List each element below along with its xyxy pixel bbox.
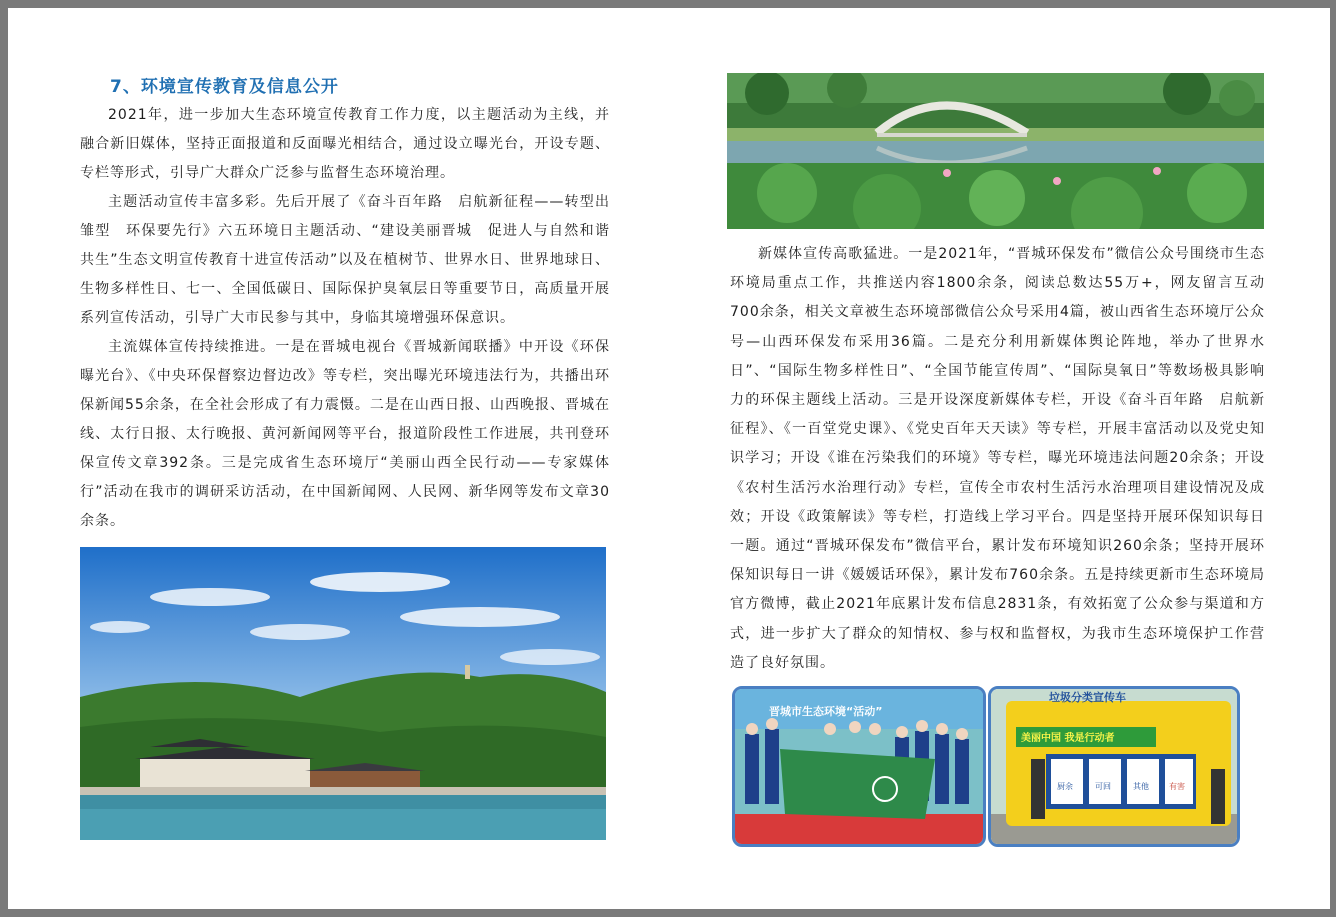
paragraph: 主流媒体宣传持续推进。一是在晋城电视台《晋城新闻联播》中开设《环保曝光台》、《中央环保督察边督边改》等专栏，突出曝光环境违法行为，共播出环保新闻55余条，在全社会形成了有力震慑。二是在山西日报、山西晚报、晋城在线、太行日报、太行晚报、黄河新闻网等平台，报道阶段性工作进展，共刊登环保宣传文章392条。三是完成省生态环境厅“美丽山西全民行动——专家媒体行”活动在我市的调研采访活动，在中国新闻网、人民网、新华网等发布文章30余条。: [80, 339, 610, 529]
event-banner-text: 晋城市生态环境“活动”: [769, 705, 883, 718]
truck-bin-label: 其他: [1133, 782, 1149, 791]
paragraph: 2021年，进一步加大生态环境宣传教育工作力度，以主题活动为主线，并融合新旧媒体，坚持正面报道和反面曝光相结合，通过设立曝光台，开设专题、专栏等形式，引导广大群众广泛参与监督生态环境治理。: [80, 107, 610, 181]
truck-bin-label: 厨余: [1057, 782, 1073, 791]
document-page: [8, 8, 1330, 909]
right-text-column: [730, 240, 1265, 678]
paragraph: 主题活动宣传丰富多彩。先后开展了《奋斗百年路 启航新征程——转型出雏型 环保要先行》六五环境日主题活动、“建设美丽晋城 促进人与自然和谐共生”生态文明宣传教育十进宣传活动”以及在植树节、世界水日、世界地球日、生物多样性日、七一、全国低碳日、国际保护臭氧层日等重要节日，高质量开展系列宣传活动，引导广大市民参与其中，身临其境增强环保意识。: [80, 194, 610, 326]
paragraph: 新媒体宣传高歌猛进。一是2021年，“晋城环保发布”微信公众号围绕市生态环境局重点工作，共推送内容1800余条，阅读总数达55万+，网友留言互动700余条，相关文章被生态环境部微信公众号采用4篇，被山西省生态环境厅公众号—山西环保发布采用36篇。二是充分利用新媒体舆论阵地，举办了世界水日”、“国际生物多样性日”、“全国节能宣传周”、“国际臭氧日”等数场极具影响力的环保主题线上活动。三是开设深度新媒体专栏，开设《奋斗百年路 启航新征程》、《一百堂党史课》、《党史百年天天读》等专栏，开展丰富活动以及党史知识学习；开设《谁在污染我们的环境》等专栏，曝光环境违法问题20余条；开设《农村生活污水治理行动》专栏，宣传全市农村生活污水治理项目建设情况及成效；开设《政策解读》等专栏，打造线上学习平台。四是坚持开展环保知识每日一题。通过“晋城环保发布”微信平台，累计发布环境知识260余条；坚持开展环保知识每日一讲《媛媛话环保》，累计发布760余条。五是持续更新市生态环境局官方微博，截止2021年底累计发布信息2831条，有效拓宽了公众参与渠道和方式，进一步扩大了群众的知情权、参与权和监督权，为我市生态环境保护工作营造了良好氛围。: [730, 246, 1265, 671]
section-title: 7、环境宣传教育及信息公开: [110, 77, 339, 97]
left-text-column: [80, 101, 610, 536]
bridge-lotus-pond-photo: [727, 73, 1264, 229]
mountain-lake-pavilion-photo: [80, 547, 606, 840]
truck-top-banner: 垃圾分类宣传车: [1049, 691, 1126, 704]
truck-bin-label: 有害: [1169, 782, 1185, 791]
truck-sign-text: 美丽中国 我是行动者: [1021, 733, 1115, 744]
truck-bin-label: 可回: [1095, 782, 1111, 791]
environmental-activity-photo: [732, 686, 986, 847]
garbage-sorting-truck-photo: [988, 686, 1240, 847]
